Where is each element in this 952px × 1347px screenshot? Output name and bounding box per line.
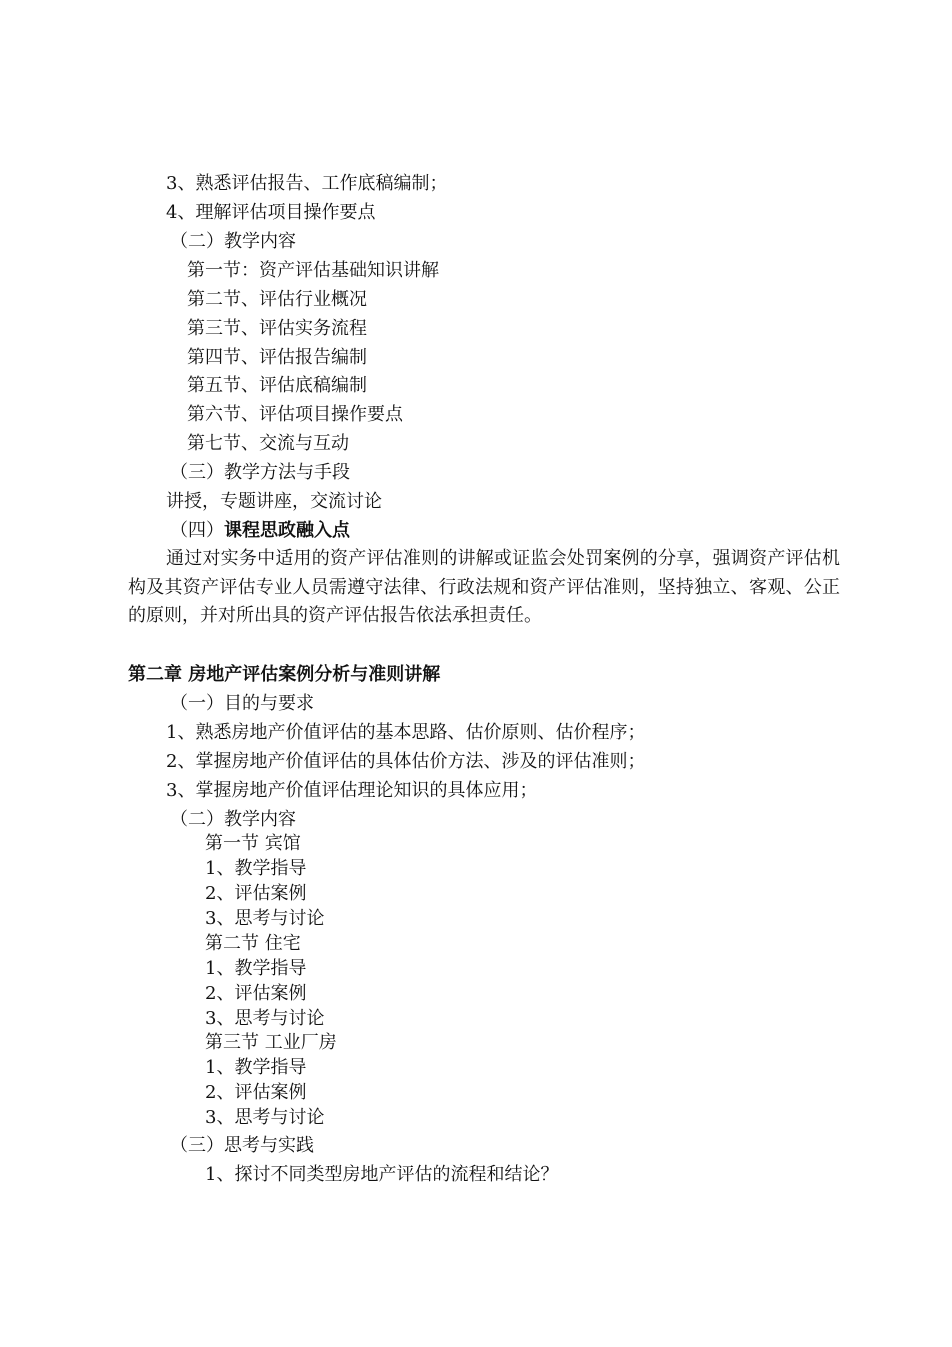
- chapter-title: 第二章 房地产评估案例分析与准则讲解: [128, 664, 441, 685]
- section-title: 第一节 宾馆: [205, 833, 301, 854]
- section-item: 第二节、评估行业概况: [187, 289, 367, 310]
- goal-item: 2、掌握房地产价值评估的具体估价方法、涉及的评估准则；: [166, 751, 646, 772]
- content-heading: （二）教学内容: [170, 231, 296, 252]
- practice-heading: （三）思考与实践: [170, 1135, 314, 1156]
- goal-item: 1、熟悉房地产价值评估的基本思路、估价原则、估价程序；: [166, 722, 646, 743]
- section-sub-item: 1、教学指导: [205, 1057, 307, 1078]
- ideology-heading: 课程思政融入点: [224, 520, 350, 541]
- content-heading: （二）教学内容: [170, 809, 296, 830]
- ideology-paragraph: 通过对实务中适用的资产评估准则的讲解或证监会处罚案例的分享，强调资产评估机构及其资产评估专业人员需遵守法律、行政法规和资产评估准则，坚持独立、客观、公正的原则，并对所出具的资产评估报告依法承担责任。: [128, 548, 840, 626]
- practice-item: 1、探讨不同类型房地产评估的流程和结论？: [205, 1164, 559, 1185]
- section-title: 第三节 工业厂房: [205, 1032, 337, 1053]
- section-sub-item: 1、教学指导: [205, 858, 307, 879]
- section-sub-item: 3、思考与讨论: [205, 1008, 325, 1029]
- section-title: 第二节 住宅: [205, 933, 301, 954]
- section-item: 第一节：资产评估基础知识讲解: [187, 260, 439, 281]
- section-sub-item: 2、评估案例: [205, 883, 307, 904]
- section-sub-item: 3、思考与讨论: [205, 1107, 325, 1128]
- section-sub-item: 2、评估案例: [205, 983, 307, 1004]
- goals-heading: （一）目的与要求: [170, 693, 314, 714]
- objective-item: 4、理解评估项目操作要点: [166, 202, 376, 223]
- section-sub-item: 1、教学指导: [205, 958, 307, 979]
- methods-heading: （三）教学方法与手段: [170, 462, 350, 483]
- goal-item: 3、掌握房地产价值评估理论知识的具体应用；: [166, 780, 538, 801]
- section-item: 第三节、评估实务流程: [187, 318, 367, 339]
- ideology-prefix: （四）: [170, 520, 224, 541]
- methods-text: 讲授，专题讲座，交流讨论: [166, 491, 382, 512]
- ideology-heading-line: [170, 520, 350, 542]
- section-item: 第六节、评估项目操作要点: [187, 404, 403, 425]
- section-item: 第四节、评估报告编制: [187, 347, 367, 368]
- section-item: 第五节、评估底稿编制: [187, 375, 367, 396]
- section-item: 第七节、交流与互动: [187, 433, 349, 454]
- section-sub-item: 2、评估案例: [205, 1082, 307, 1103]
- section-sub-item: 3、思考与讨论: [205, 908, 325, 929]
- objective-item: 3、熟悉评估报告、工作底稿编制；: [166, 173, 448, 194]
